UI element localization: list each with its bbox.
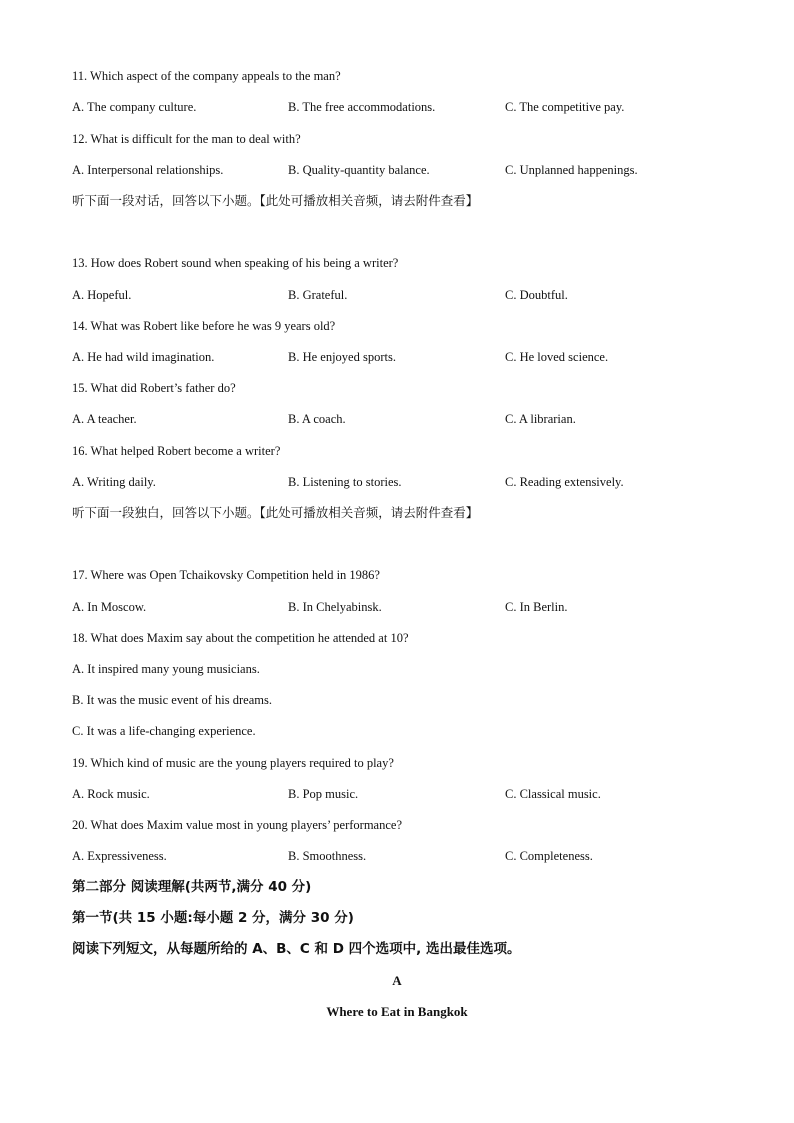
option-12-b: B. Quality-quantity balance. — [288, 163, 430, 177]
reading-directions: 阅读下列短文，从每题所给的 A、B、C 和 D 四个选项中, 选出最佳选项。 — [72, 941, 521, 957]
question-14: 14. What was Robert like before he was 9 years old? — [72, 319, 336, 333]
question-17: 17. Where was Open Tchaikovsky Competition held in 1986? — [72, 568, 380, 582]
option-18-c: C. It was a life-changing experience. — [72, 724, 256, 738]
option-15-a: A. A teacher. — [72, 412, 137, 426]
option-19-c: C. Classical music. — [505, 787, 601, 801]
option-13-a: A. Hopeful. — [72, 288, 132, 302]
passage-title: Where to Eat in Bangkok — [326, 1004, 468, 1019]
option-16-c: C. Reading extensively. — [505, 475, 624, 489]
question-18: 18. What does Maxim say about the competition he attended at 10? — [72, 631, 409, 645]
option-20-a: A. Expressiveness. — [72, 849, 167, 863]
option-14-c: C. He loved science. — [505, 350, 609, 364]
option-11-b: B. The free accommodations. — [288, 100, 436, 114]
option-18-b: B. It was the music event of his dreams. — [72, 693, 272, 707]
option-18-a: A. It inspired many young musicians. — [72, 662, 260, 676]
part-two-heading: 第二部分 阅读理解(共两节,满分 40 分) — [72, 879, 312, 895]
option-11-a: A. The company culture. — [72, 100, 197, 114]
question-13: 13. How does Robert sound when speaking of his being a writer? — [72, 256, 399, 270]
question-12: 12. What is difficult for the man to deal with? — [72, 132, 301, 146]
option-12-c: C. Unplanned happenings. — [505, 163, 638, 177]
option-15-c: C. A librarian. — [505, 412, 576, 426]
monologue-instruction: 听下面一段独白，回答以下小题。【此处可播放相关音频，请去附件查看】 — [72, 505, 479, 520]
option-19-b: B. Pop music. — [288, 787, 359, 801]
option-14-b: B. He enjoyed sports. — [288, 350, 396, 364]
section-one-heading: 第一节(共 15 小题:每小题 2 分，满分 30 分) — [72, 910, 354, 926]
option-11-c: C. The competitive pay. — [505, 100, 625, 114]
option-13-b: B. Grateful. — [288, 288, 348, 302]
option-17-c: C. In Berlin. — [505, 600, 568, 614]
option-14-a: A. He had wild imagination. — [72, 350, 215, 364]
question-20: 20. What does Maxim value most in young players’ performance? — [72, 818, 402, 832]
option-12-a: A. Interpersonal relationships. — [72, 163, 224, 177]
option-15-b: B. A coach. — [288, 412, 346, 426]
option-17-b: B. In Chelyabinsk. — [288, 600, 382, 614]
option-13-c: C. Doubtful. — [505, 288, 568, 302]
option-17-a: A. In Moscow. — [72, 600, 147, 614]
option-20-b: B. Smoothness. — [288, 849, 367, 863]
option-20-c: C. Completeness. — [505, 849, 593, 863]
option-19-a: A. Rock music. — [72, 787, 150, 801]
question-16: 16. What helped Robert become a writer? — [72, 444, 281, 458]
option-16-a: A. Writing daily. — [72, 475, 156, 489]
passage-letter: A — [392, 973, 402, 988]
dialogue-instruction: 听下面一段对话，回答以下小题。【此处可播放相关音频，请去附件查看】 — [72, 193, 479, 208]
question-15: 15. What did Robert’s father do? — [72, 381, 236, 395]
option-16-b: B. Listening to stories. — [288, 475, 402, 489]
question-19: 19. Which kind of music are the young players required to play? — [72, 756, 394, 770]
question-11: 11. Which aspect of the company appeals to the man? — [72, 69, 341, 83]
